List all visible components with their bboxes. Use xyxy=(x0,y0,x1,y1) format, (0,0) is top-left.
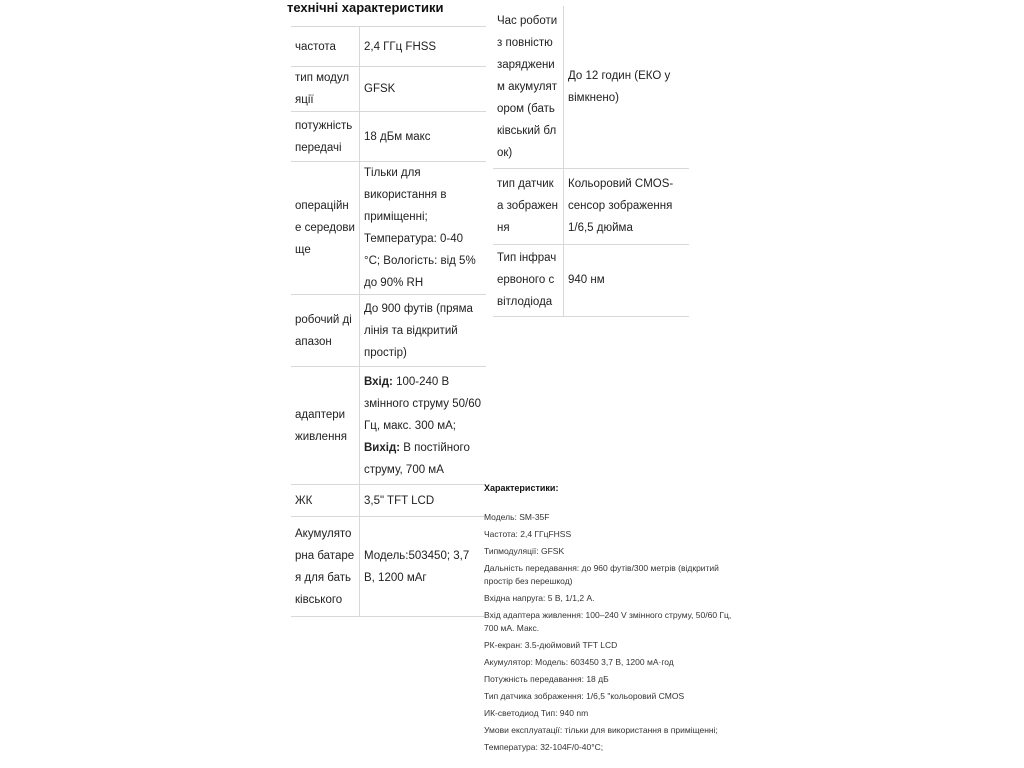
spec-row xyxy=(291,485,486,517)
spec-value: До 900 футів (пряма лінія та відкритий простір) xyxy=(364,302,473,359)
spec-value-text: 100-240 В змінного струму 50/60 Гц, макс. 300 мА; xyxy=(364,375,482,432)
spec-row xyxy=(291,27,486,67)
spec-value: До 12 годин (ЕКО у вімкнено) xyxy=(568,69,671,104)
spec-label: тип датчика зображення xyxy=(493,168,564,244)
spec-value-text: В постійного струму, 700 мА xyxy=(364,441,470,476)
left-spec-table xyxy=(291,26,486,617)
characteristic-line: Вхід адаптера живлення: 100–240 V змінного струму, 50/60 Гц, 700 мА. Макс. xyxy=(484,610,732,633)
characteristic-line: РК-екран: 3.5-дюймовий TFT LCD xyxy=(484,640,618,650)
characteristic-line: Вхідна напруга: 5 В, 1/1,2 А. xyxy=(484,593,595,603)
characteristic-line: Потужність передавання: 18 дБ xyxy=(484,674,609,684)
spec-row xyxy=(291,67,486,112)
spec-value: 18 дБм макс xyxy=(364,130,431,143)
spec-row xyxy=(291,517,486,617)
characteristic-line: ИК-светодиод Тип: 940 nm xyxy=(484,708,589,718)
spec-label: адаптери живлення xyxy=(291,367,360,485)
spec-label: частота xyxy=(291,27,360,67)
spec-label: Тип інфрачервоного світлодіода xyxy=(493,244,564,316)
spec-row xyxy=(493,168,689,244)
spec-value-label: Вихід: xyxy=(364,441,401,454)
spec-label: операційне середовище xyxy=(291,162,360,295)
characteristic-line: Умови експлуатації: тільки для використання в приміщенні; xyxy=(484,725,718,735)
spec-value: Тільки для використання в приміщенні; Температура: 0-40 °C; Вологість: від 5% до 90% RH xyxy=(364,167,476,289)
spec-value: 3,5" TFT LCD xyxy=(364,494,435,507)
spec-title: технічні характеристики xyxy=(287,0,444,15)
spec-row xyxy=(291,367,486,485)
spec-value: 940 нм xyxy=(568,274,605,286)
characteristic-line: Модель: SM-35F xyxy=(484,512,550,522)
spec-row xyxy=(291,295,486,367)
characteristic-line: Температура: 32-104F/0-40°C; xyxy=(484,742,604,752)
spec-label: потужність передачі xyxy=(291,112,360,162)
spec-value xyxy=(360,367,487,485)
spec-value: 2,4 ГГц FHSS xyxy=(364,40,437,53)
characteristic-line: Дальність передавання: до 960 футів/300 метрів (відкритий простір без перешкод) xyxy=(484,563,719,586)
spec-label: робочий діапазон xyxy=(291,295,360,367)
spec-value: Кольоровий CMOS-сенсор зображення 1/6,5 дюйма xyxy=(568,178,674,234)
spec-label: Час роботи з повністю зарядженим акумулятором (батьківський блок) xyxy=(493,6,564,168)
spec-value: GFSK xyxy=(364,83,396,95)
spec-label: Акумуляторна батарея для батьківського xyxy=(291,517,360,617)
right-spec-table xyxy=(493,6,689,317)
spec-row xyxy=(493,244,689,316)
characteristics-block xyxy=(484,480,744,756)
spec-row xyxy=(493,6,689,168)
characteristic-line: Типмодуляції: GFSK xyxy=(484,546,565,556)
spec-label: тип модуляції xyxy=(291,67,360,112)
characteristic-line: Тип датчика зображення: 1/6,5 "кольоровий CMOS xyxy=(484,691,685,701)
spec-row xyxy=(291,112,486,162)
spec-row xyxy=(291,162,486,295)
characteristic-line: Частота: 2,4 ГГцFHSS xyxy=(484,529,572,539)
characteristics-heading: Характеристики: xyxy=(484,483,559,493)
spec-value: Модель:503450; 3,7 В, 1200 мАг xyxy=(364,549,470,584)
spec-value-label: Вхід: xyxy=(364,375,393,388)
spec-label: ЖК xyxy=(291,485,360,517)
characteristic-line: Акумулятор: Модель: 603450 3,7 В, 1200 мА·год xyxy=(484,657,674,667)
